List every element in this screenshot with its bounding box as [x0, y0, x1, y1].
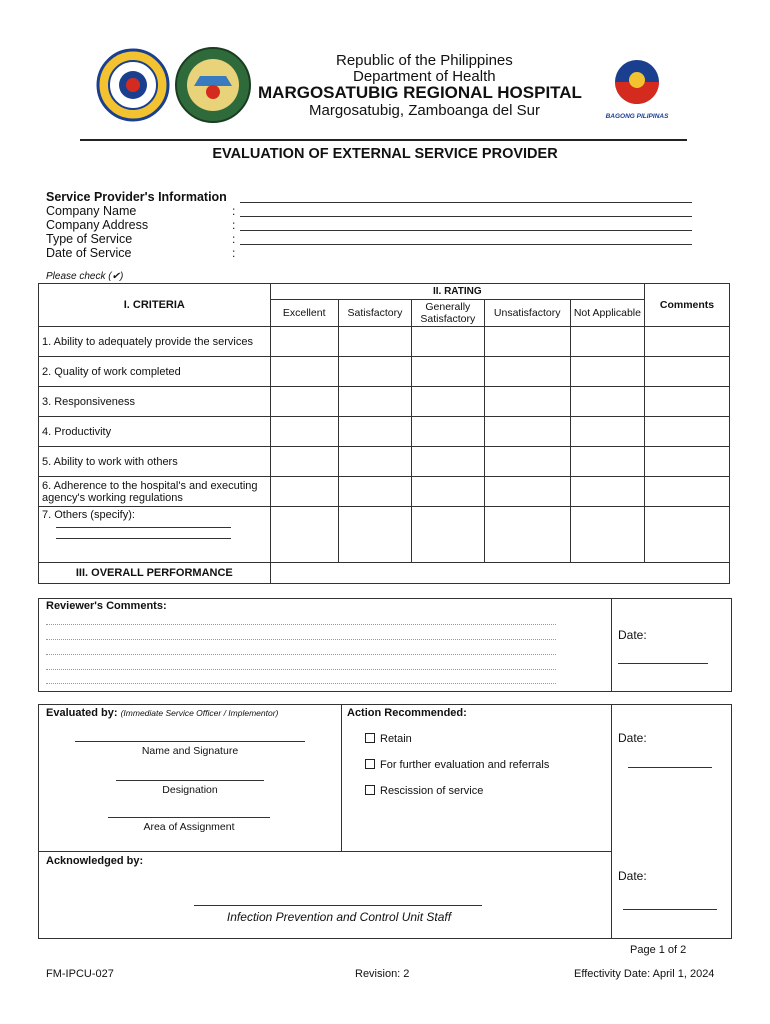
rating-cell[interactable] [270, 327, 338, 357]
rating-header: II. RATING [270, 284, 644, 300]
criteria-header: I. CRITERIA [39, 284, 271, 327]
evaluated-by-heading [46, 707, 278, 719]
rating-cell[interactable] [270, 507, 338, 563]
option-further-evaluation[interactable] [365, 759, 549, 771]
reviewer-comment-line[interactable] [46, 624, 556, 625]
criterion-label: 1. Ability to adequately provide the services [39, 327, 271, 357]
reviewer-comments-box [38, 598, 732, 692]
info-colon: : [232, 232, 236, 246]
rating-cell[interactable] [412, 327, 484, 357]
bagong-pilipinas-logo [597, 56, 677, 120]
rating-cell[interactable] [412, 447, 484, 477]
bagong-pilipinas-text: BAGONG PILIPINAS [605, 113, 669, 120]
designation-label: Designation [162, 784, 218, 796]
acknowledged-by-label: Acknowledged by: [46, 855, 144, 867]
rating-cell[interactable] [338, 447, 411, 477]
comment-cell[interactable] [644, 507, 729, 563]
info-company-address-label: Company Address [46, 218, 149, 232]
rating-cell[interactable] [412, 387, 484, 417]
option-retain-label: Retain [380, 733, 412, 745]
reviewer-date-label: Date: [618, 628, 647, 642]
name-signature-field[interactable] [75, 741, 305, 742]
criterion-label: 7. Others (specify): [42, 509, 135, 521]
info-colon: : [232, 204, 236, 218]
acknowledged-date-label: Date: [618, 869, 647, 883]
option-rescission[interactable] [365, 785, 483, 797]
others-specify-line[interactable] [56, 538, 231, 539]
table-row [39, 447, 730, 477]
reviewer-divider [611, 599, 612, 691]
criterion-label: 5. Ability to work with others [39, 447, 271, 477]
rating-cell[interactable] [484, 447, 570, 477]
effectivity-date: Effectivity Date: April 1, 2024 [574, 968, 715, 980]
reviewer-comment-line[interactable] [46, 654, 556, 655]
rating-cell[interactable] [338, 357, 411, 387]
overall-row [39, 563, 730, 584]
reviewer-comments-label: Reviewer's Comments: [46, 600, 167, 612]
checkbox-icon[interactable] [365, 733, 375, 743]
table-row [39, 477, 730, 507]
checkbox-icon[interactable] [365, 785, 375, 795]
rating-cell[interactable] [270, 447, 338, 477]
rating-cell[interactable] [338, 387, 411, 417]
comment-cell[interactable] [644, 417, 729, 447]
table-row [39, 357, 730, 387]
form-code: FM-IPCU-027 [46, 968, 114, 980]
table-row [39, 417, 730, 447]
rating-cell[interactable] [338, 477, 411, 507]
rating-cell[interactable] [570, 507, 644, 563]
header-department: Department of Health [353, 68, 496, 85]
info-colon: : [232, 246, 236, 260]
criteria-table [38, 283, 730, 584]
table-row [39, 327, 730, 357]
rating-cell[interactable] [570, 327, 644, 357]
rating-not-applicable-header: Not Applicable [570, 300, 644, 327]
rating-cell[interactable] [270, 387, 338, 417]
action-recommended-label: Action Recommended: [347, 707, 467, 719]
page-title: EVALUATION OF EXTERNAL SERVICE PROVIDER [212, 146, 558, 162]
company-name-field[interactable] [240, 202, 692, 203]
rating-cell[interactable] [570, 417, 644, 447]
header-location: Margosatubig, Zamboanga del Sur [309, 102, 540, 119]
rating-cell[interactable] [570, 387, 644, 417]
rating-cell[interactable] [570, 357, 644, 387]
ipcu-staff-label: Infection Prevention and Control Unit Staff [226, 910, 452, 924]
rating-excellent-header: Excellent [270, 300, 338, 327]
comment-cell[interactable] [644, 327, 729, 357]
checkbox-icon[interactable] [365, 759, 375, 769]
header-republic: Republic of the Philippines [336, 52, 513, 69]
option-further-evaluation-label: For further evaluation and referrals [380, 759, 550, 771]
comment-cell[interactable] [644, 477, 729, 507]
header-rule [80, 139, 687, 141]
reviewer-comment-line[interactable] [46, 639, 556, 640]
rating-cell[interactable] [270, 357, 338, 387]
rating-cell[interactable] [270, 477, 338, 507]
company-address-field[interactable] [240, 216, 692, 217]
ipcu-staff-signature-field[interactable] [194, 905, 482, 906]
comments-header: Comments [644, 284, 729, 327]
rating-cell[interactable] [412, 357, 484, 387]
comment-cell[interactable] [644, 447, 729, 477]
area-of-assignment-field[interactable] [108, 817, 270, 818]
reviewer-comment-line[interactable] [46, 683, 556, 684]
info-company-name-label: Company Name [46, 204, 137, 218]
criterion-label: 2. Quality of work completed [39, 357, 271, 387]
name-signature-label: Name and Signature [141, 745, 239, 757]
rating-cell[interactable] [484, 417, 570, 447]
action-date-field[interactable] [628, 767, 712, 768]
revision-number: Revision: 2 [355, 968, 410, 980]
rating-cell[interactable] [484, 477, 570, 507]
criterion-label: 6. Adherence to the hospital's and executing agency's working regulations [39, 477, 271, 507]
acknowledged-divider [39, 851, 611, 852]
table-row [39, 387, 730, 417]
rating-generally-satisfactory-header: Generally Satisfactory [412, 300, 484, 327]
rating-unsatisfactory-header: Unsatisfactory [484, 300, 570, 327]
rating-cell[interactable] [570, 447, 644, 477]
reviewer-comment-line[interactable] [46, 669, 556, 670]
rating-cell[interactable] [484, 387, 570, 417]
rating-cell[interactable] [484, 357, 570, 387]
page-number: Page 1 of 2 [630, 944, 687, 956]
rating-satisfactory-header: Satisfactory [338, 300, 411, 327]
type-of-service-field[interactable] [240, 230, 692, 231]
criterion-label: 3. Responsiveness [39, 387, 271, 417]
reviewer-date-field[interactable] [618, 663, 708, 664]
evaluated-divider [341, 705, 342, 851]
rating-cell[interactable] [338, 417, 411, 447]
rating-cell[interactable] [338, 327, 411, 357]
action-date-label: Date: [618, 731, 647, 745]
overall-performance-label: III. OVERALL PERFORMANCE [39, 563, 271, 584]
date-divider [611, 705, 612, 938]
info-heading: Service Provider's Information [46, 190, 227, 204]
evaluated-by-note: (Immediate Service Officer / Implementor) [120, 708, 279, 718]
criterion-others [39, 507, 271, 563]
designation-field[interactable] [116, 780, 264, 781]
option-retain[interactable] [365, 733, 412, 745]
hospital-seal-logo [174, 46, 252, 124]
info-date-of-service-label: Date of Service [46, 246, 132, 260]
criterion-label: 4. Productivity [39, 417, 271, 447]
rating-cell[interactable] [338, 507, 411, 563]
others-specify-line[interactable] [56, 527, 231, 528]
option-rescission-label: Rescission of service [380, 785, 484, 797]
evaluated-by-label: Evaluated by: [46, 707, 118, 719]
date-of-service-field[interactable] [240, 244, 692, 245]
republic-seal-logo [96, 48, 170, 122]
acknowledged-date-field[interactable] [623, 909, 717, 910]
rating-cell[interactable] [484, 507, 570, 563]
rating-cell[interactable] [570, 477, 644, 507]
info-type-of-service-label: Type of Service [46, 232, 133, 246]
rating-cell[interactable] [270, 417, 338, 447]
rating-cell[interactable] [412, 417, 484, 447]
area-of-assignment-label: Area of Assignment [143, 821, 235, 833]
rating-cell[interactable] [412, 507, 484, 563]
header-hospital-name: MARGOSATUBIG REGIONAL HOSPITAL [258, 83, 582, 102]
overall-performance-cell[interactable] [270, 563, 729, 584]
table-row [39, 507, 730, 563]
info-colon: : [232, 218, 236, 232]
rating-cell[interactable] [412, 477, 484, 507]
rating-cell[interactable] [484, 327, 570, 357]
comment-cell[interactable] [644, 387, 729, 417]
comment-cell[interactable] [644, 357, 729, 387]
please-check-note: Please check (✔) [46, 271, 124, 282]
